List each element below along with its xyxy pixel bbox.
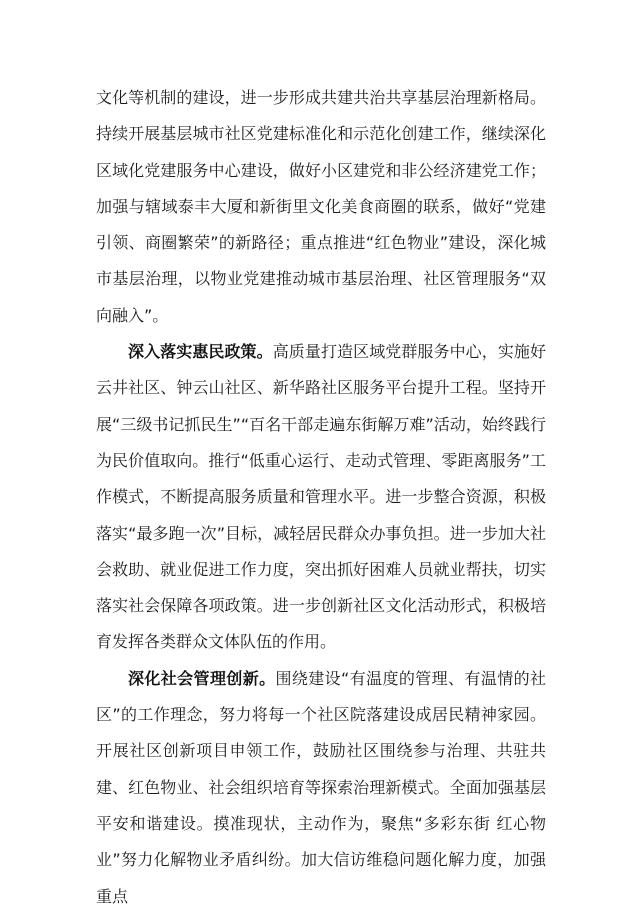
paragraph-2-heading: 深入落实惠民政策。	[128, 342, 273, 362]
paragraph-3-text: 围绕建设“有温度的管理、有温情的社区”的工作理念，努力将每一个社区院落建设成居民精神家园。开展社区创新项目申领工作，鼓励社区围绕参与治理、共驻共建、红色物业、社会组织培育等探索治理新模式。全面加强基层平安和谐建设。摸准现状，主动作为，聚焦“多彩东街 红心物业”努力化解物业矛盾纠纷。加大信访维稳问题化解力度，加强重点	[96, 668, 546, 906]
paragraph-3-heading: 深化社会管理创新。	[128, 668, 276, 688]
paragraph-1-text: 文化等机制的建设，进一步形成共建共治共享基层治理新格局。持续开展基层城市社区党建标准化和示范化创建工作，继续深化区域化党建服务中心建设，做好小区建党和非公经济建党工作；加强与辖域泰丰大厦和新街里文化美食商圈的联系，做好“党建引领、商圈繁荣”的新路径；重点推进“红色物业”建设，深化城市基层治理，以物业党建推动城市基层治理、社区管理服务“双向融入”。	[96, 88, 546, 325]
paragraph-3	[96, 661, 546, 915]
paragraph-2	[96, 334, 546, 661]
document-body	[96, 80, 546, 915]
paragraph-2-text: 高质量打造区域党群服务中心，实施好云井社区、钟云山社区、新华路社区服务平台提升工程。坚持开展“三级书记抓民生”“百名干部走遍东街解万难”活动，始终践行为民价值取向。推行“低重心运行、走动式管理、零距离服务”工作模式，不断提高服务质量和管理水平。进一步整合资源，积极落实“最多跑一次”目标，减轻居民群众办事负担。进一步加大社会救助、就业促进工作力度，突出抓好困难人员就业帮扶，切实落实社会保障各项政策。进一步创新社区文化活动形式，积极培育发挥各类群众文体队伍的作用。	[96, 342, 546, 652]
paragraph-1	[96, 80, 546, 334]
